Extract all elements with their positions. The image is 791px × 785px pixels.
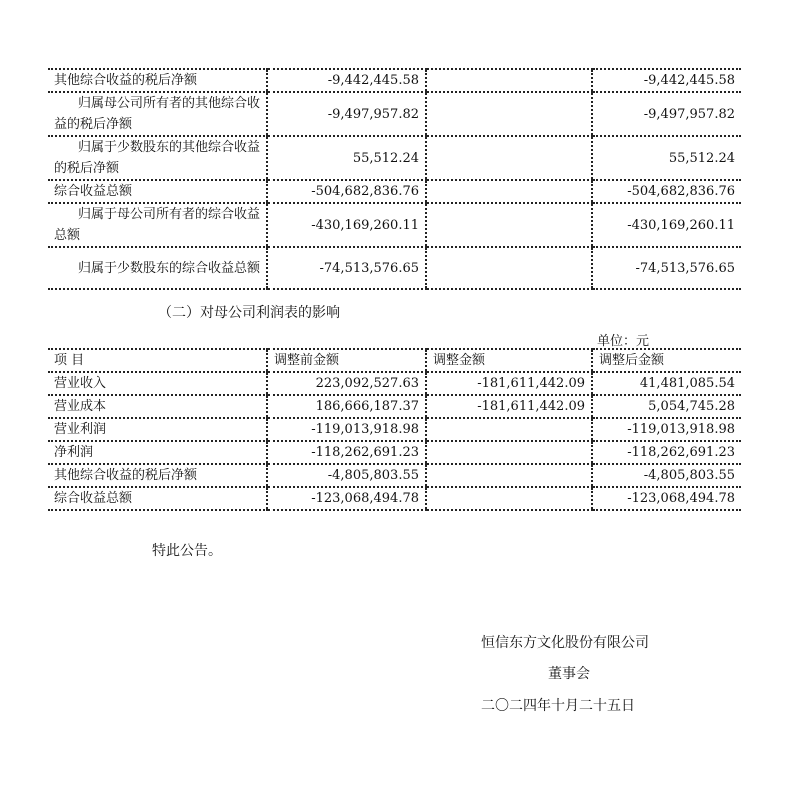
row-item: 归属于母公司所有者的综合收益总额 xyxy=(48,203,267,247)
table-row xyxy=(48,203,741,247)
table-row xyxy=(48,69,741,92)
value-after: -430,169,260.11 xyxy=(592,203,741,247)
value-before: -4,805,803.55 xyxy=(267,464,426,487)
value-after: -74,513,576.65 xyxy=(592,247,741,289)
restatement-table-parent xyxy=(48,348,741,511)
value-adjustment xyxy=(426,247,592,289)
value-adjustment xyxy=(426,180,592,203)
company-name: 恒信东方文化股份有限公司 xyxy=(481,635,649,651)
table-row xyxy=(48,372,741,395)
row-item: 营业成本 xyxy=(48,395,267,418)
date: 二〇二四年十月二十五日 xyxy=(481,698,635,714)
value-adjustment: -181,611,442.09 xyxy=(426,395,592,418)
value-before: 55,512.24 xyxy=(267,136,426,180)
value-after: -4,805,803.55 xyxy=(592,464,741,487)
closing-text: 特此公告。 xyxy=(152,543,222,559)
row-item: 净利润 xyxy=(48,441,267,464)
value-adjustment xyxy=(426,92,592,136)
restatement-table-consolidated xyxy=(48,68,741,290)
table-row xyxy=(48,92,741,136)
header-after: 调整后金额 xyxy=(592,349,741,372)
table-row xyxy=(48,464,741,487)
row-item: 归属母公司所有者的其他综合收益的税后净额 xyxy=(48,92,267,136)
row-item: 归属于少数股东的其他综合收益的税后净额 xyxy=(48,136,267,180)
value-adjustment xyxy=(426,203,592,247)
value-adjustment xyxy=(426,136,592,180)
value-adjustment xyxy=(426,69,592,92)
header-before: 调整前金额 xyxy=(267,349,426,372)
value-before: -9,442,445.58 xyxy=(267,69,426,92)
row-item: 归属于少数股东的综合收益总额 xyxy=(48,247,267,289)
row-item: 营业利润 xyxy=(48,418,267,441)
value-after: -9,497,957.82 xyxy=(592,92,741,136)
row-item: 营业收入 xyxy=(48,372,267,395)
value-after: 41,481,085.54 xyxy=(592,372,741,395)
row-item: 其他综合收益的税后净额 xyxy=(48,464,267,487)
value-after: -119,013,918.98 xyxy=(592,418,741,441)
value-before: -9,497,957.82 xyxy=(267,92,426,136)
table-row xyxy=(48,441,741,464)
value-before: -123,068,494.78 xyxy=(267,487,426,510)
value-adjustment xyxy=(426,441,592,464)
value-before: -504,682,836.76 xyxy=(267,180,426,203)
value-before: -430,169,260.11 xyxy=(267,203,426,247)
value-after: -123,068,494.78 xyxy=(592,487,741,510)
table-row xyxy=(48,418,741,441)
table-row xyxy=(48,247,741,289)
board-label: 董事会 xyxy=(548,666,590,682)
value-adjustment xyxy=(426,487,592,510)
header-item: 项 目 xyxy=(48,349,267,372)
table-row xyxy=(48,180,741,203)
value-after: -504,682,836.76 xyxy=(592,180,741,203)
value-before: -74,513,576.65 xyxy=(267,247,426,289)
value-after: -118,262,691.23 xyxy=(592,441,741,464)
header-adjustment: 调整金额 xyxy=(426,349,592,372)
value-before: -118,262,691.23 xyxy=(267,441,426,464)
value-adjustment xyxy=(426,464,592,487)
row-item: 其他综合收益的税后净额 xyxy=(48,69,267,92)
table-header-row xyxy=(48,349,741,372)
value-before: 186,666,187.37 xyxy=(267,395,426,418)
table-row xyxy=(48,136,741,180)
value-before: 223,092,527.63 xyxy=(267,372,426,395)
row-item: 综合收益总额 xyxy=(48,487,267,510)
value-adjustment xyxy=(426,418,592,441)
value-adjustment: -181,611,442.09 xyxy=(426,372,592,395)
value-after: -9,442,445.58 xyxy=(592,69,741,92)
value-after: 5,054,745.28 xyxy=(592,395,741,418)
value-after: 55,512.24 xyxy=(592,136,741,180)
section-title: （二）对母公司利润表的影响 xyxy=(158,305,340,321)
value-before: -119,013,918.98 xyxy=(267,418,426,441)
table-row xyxy=(48,487,741,510)
unit-label: 单位：元 xyxy=(597,334,650,349)
row-item: 综合收益总额 xyxy=(48,180,267,203)
table-row xyxy=(48,395,741,418)
